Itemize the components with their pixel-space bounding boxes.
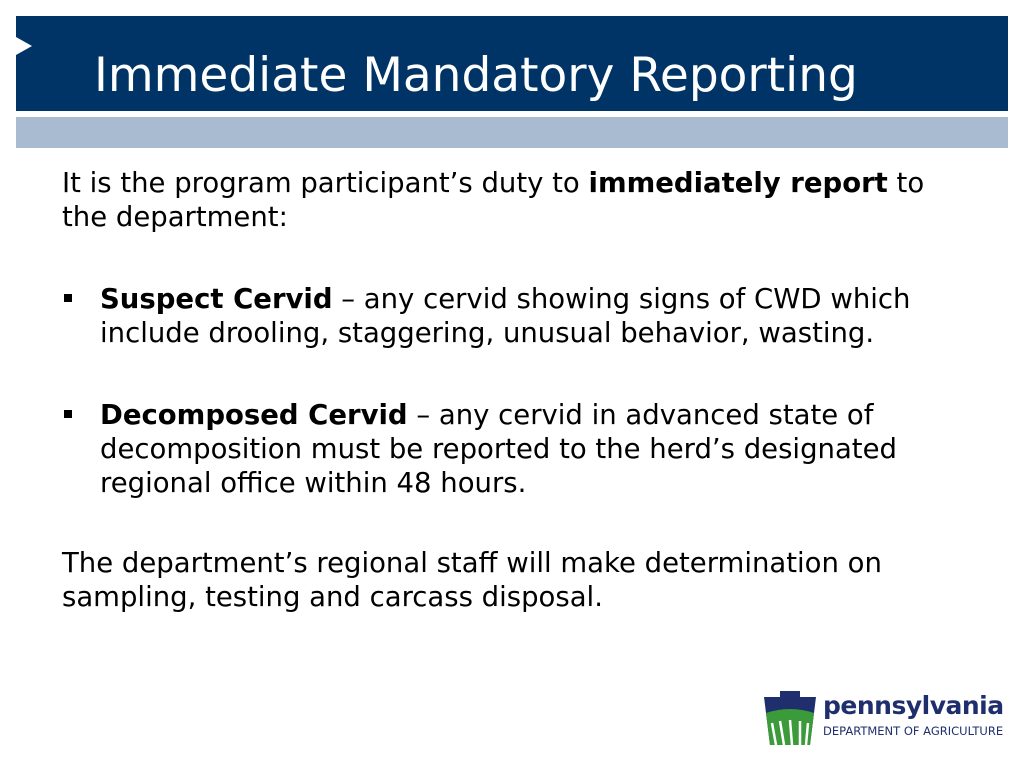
bullet-term: Decomposed Cervid <box>100 399 408 431</box>
slide-body <box>62 166 962 614</box>
closing-paragraph: The department’s regional staff will make determination on sampling, testing and carcass disposal. <box>62 547 882 613</box>
intro-text-end: to the department: <box>62 167 925 233</box>
slide-title: Immediate Mandatory Reporting <box>94 48 858 103</box>
bullet-icon <box>64 294 72 302</box>
intro-text: It is the program participant’s duty to <box>62 167 589 199</box>
bullet-suspect-cervid <box>62 282 962 350</box>
logo-subtitle: DEPARTMENT OF AGRICULTURE <box>823 724 1004 738</box>
arrow-marker-icon <box>16 37 32 55</box>
bullet-text: – any cervid showing signs of CWD which include drooling, staggering, unusual behavior, wasting. <box>100 283 911 349</box>
bullet-icon <box>64 410 72 418</box>
accent-band <box>16 117 1008 148</box>
pa-agriculture-logo <box>762 691 1002 747</box>
keystone-logo-icon <box>762 691 818 747</box>
intro-emphasis: immediately report <box>588 167 888 199</box>
bullet-decomposed-cervid <box>62 398 962 500</box>
bullet-text: – any cervid in advanced state of decomposition must be reported to the herd’s designated regional office within 48 hours. <box>100 399 897 499</box>
logo-wordmark: pennsylvania <box>823 691 1004 720</box>
bullet-term: Suspect Cervid <box>100 283 333 315</box>
intro-paragraph <box>62 166 962 234</box>
